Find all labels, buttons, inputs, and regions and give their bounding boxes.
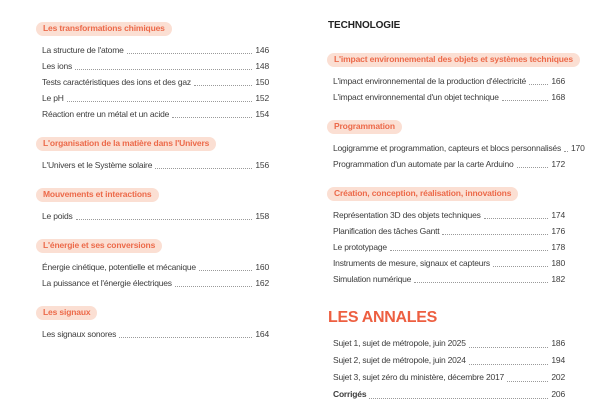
section-items	[42, 326, 269, 342]
toc-entry-title: Logigramme et programmation, capteurs et blocs personnalisés	[333, 143, 562, 153]
toc-entry-title: La structure de l'atome	[42, 45, 124, 55]
dotted-leader	[469, 347, 549, 348]
left-column	[36, 18, 269, 353]
dotted-leader	[175, 286, 253, 287]
section-items	[333, 140, 585, 172]
toc-entry-title: L'impact environnemental d'un objet technique	[333, 92, 499, 102]
annales-heading: LES ANNALES	[328, 309, 438, 326]
right-column	[327, 20, 585, 403]
toc-entry	[333, 335, 565, 352]
dotted-leader	[172, 117, 252, 118]
toc-entry-title: Sujet 2, sujet de métropole, juin 2024	[333, 355, 466, 365]
toc-entry-page: 164	[255, 329, 269, 339]
toc-entry-title: Corrigés	[333, 389, 367, 399]
toc-entry	[333, 271, 565, 287]
toc-entry-title: Énergie cinétique, potentielle et mécanique	[42, 262, 196, 272]
toc-entry	[42, 208, 269, 224]
dotted-leader	[76, 219, 253, 220]
toc-entry-page: 180	[551, 258, 565, 268]
toc-entry-title: Programmation d'un automate par la carte Arduino	[333, 159, 514, 169]
section-pill: Les transformations chimiques	[36, 22, 172, 36]
toc-entry-title: Le poids	[42, 211, 73, 221]
toc-entry-title: Sujet 1, sujet de métropole, juin 2025	[333, 338, 466, 348]
section-impact-environnemental	[327, 49, 573, 105]
toc-entry-title: L'Univers et le Système solaire	[42, 160, 153, 170]
section-creation-conception	[327, 183, 565, 287]
dotted-leader	[529, 84, 548, 85]
dotted-leader	[564, 151, 568, 152]
technologie-heading: TECHNOLOGIE	[328, 20, 401, 31]
toc-entry-page: 160	[255, 262, 269, 272]
dotted-leader	[390, 250, 548, 251]
toc-entry	[333, 73, 565, 89]
toc-entry	[333, 352, 565, 369]
toc-entry	[333, 223, 565, 239]
toc-entry-page: 156	[255, 160, 269, 170]
dotted-leader	[199, 270, 252, 271]
dotted-leader	[414, 282, 548, 283]
toc-entry-title: Simulation numérique	[333, 274, 412, 284]
section-programmation	[327, 116, 585, 172]
dotted-leader	[469, 364, 549, 365]
toc-entry	[333, 255, 565, 271]
toc-entry-title: Réaction entre un métal et un acide	[42, 109, 170, 119]
toc-entry	[42, 157, 269, 173]
dotted-leader	[517, 167, 549, 168]
dotted-leader	[67, 101, 253, 102]
section-items	[42, 42, 269, 122]
toc-entry	[333, 89, 565, 105]
section-items	[42, 157, 269, 173]
toc-entry	[333, 239, 565, 255]
section-items	[42, 208, 269, 224]
toc-entry-page: 166	[551, 76, 565, 86]
toc-entry-page: 176	[551, 226, 565, 236]
dotted-leader	[119, 337, 252, 338]
toc-entry-page: 206	[551, 389, 565, 399]
toc-entry-title: L'impact environnemental de la production d'électricité	[333, 76, 527, 86]
toc-entry-page: 202	[551, 372, 565, 382]
toc-entry-title: Représentation 3D des objets techniques	[333, 210, 481, 220]
toc-entry-page: 146	[255, 45, 269, 55]
toc-entry-corriges	[333, 386, 565, 403]
toc-entry-page: 186	[551, 338, 565, 348]
section-items	[333, 207, 565, 287]
toc-entry	[42, 58, 269, 74]
dotted-leader	[484, 218, 549, 219]
toc-entry-page: 148	[255, 61, 269, 71]
annales-items	[333, 335, 565, 403]
toc-entry	[42, 74, 269, 90]
section-transformations-chimiques	[36, 18, 269, 122]
toc-entry-page: 182	[551, 274, 565, 284]
toc-entry-page: 152	[255, 93, 269, 103]
toc-entry-page: 154	[255, 109, 269, 119]
toc-entry-title: Les signaux sonores	[42, 329, 117, 339]
toc-entry-page: 168	[551, 92, 565, 102]
toc-entry-title: Tests caractéristiques des ions et des gaz	[42, 77, 191, 87]
dotted-leader	[493, 266, 548, 267]
toc-entry-page: 178	[551, 242, 565, 252]
toc-entry-page: 150	[255, 77, 269, 87]
toc-entry-title: La puissance et l'énergie électriques	[42, 278, 172, 288]
toc-entry-title: Les ions	[42, 61, 73, 71]
toc-entry	[42, 259, 269, 275]
toc-entry-page: 194	[551, 355, 565, 365]
dotted-leader	[442, 234, 548, 235]
dotted-leader	[155, 168, 252, 169]
dotted-leader	[75, 69, 252, 70]
toc-entry	[42, 326, 269, 342]
toc-entry	[42, 42, 269, 58]
dotted-leader	[507, 381, 548, 382]
section-pill: Mouvements et interactions	[36, 188, 159, 202]
toc-entry-page: 158	[255, 211, 269, 221]
dotted-leader	[194, 85, 252, 86]
section-items	[42, 259, 269, 291]
toc-entry	[42, 275, 269, 291]
toc-entry-page: 174	[551, 210, 565, 220]
toc-entry	[333, 369, 565, 386]
section-les-signaux	[36, 302, 269, 342]
toc-entry-title: Sujet 3, sujet zéro du ministère, décembre 2017	[333, 372, 505, 382]
dotted-leader	[369, 398, 548, 399]
toc-entry-page: 170	[571, 143, 585, 153]
toc-entry-title: Instruments de mesure, signaux et capteurs	[333, 258, 490, 268]
section-energie-conversions	[36, 235, 269, 291]
section-pill: L'impact environnemental des objets et systèmes techniques	[327, 53, 580, 67]
toc-entry-title: Le pH	[42, 93, 64, 103]
section-pill: Les signaux	[36, 306, 97, 320]
toc-entry-title: Planification des tâches Gantt	[333, 226, 440, 236]
section-pill: L'énergie et ses conversions	[36, 239, 162, 253]
toc-entry	[42, 106, 269, 122]
toc-entry	[42, 90, 269, 106]
toc-entry-page: 162	[255, 278, 269, 288]
section-items	[333, 73, 565, 105]
toc-entry	[333, 140, 585, 156]
toc-entry	[333, 156, 565, 172]
section-organisation-matiere	[36, 133, 269, 173]
dotted-leader	[502, 100, 549, 101]
toc-entry-page: 172	[551, 159, 565, 169]
dotted-leader	[127, 53, 253, 54]
section-mouvements-interactions	[36, 184, 269, 224]
section-pill: Programmation	[327, 120, 402, 134]
toc-entry	[333, 207, 565, 223]
section-pill: Création, conception, réalisation, innovations	[327, 187, 518, 201]
toc-entry-title: Le prototypage	[333, 242, 387, 252]
section-pill: L'organisation de la matière dans l'Univers	[36, 137, 216, 151]
